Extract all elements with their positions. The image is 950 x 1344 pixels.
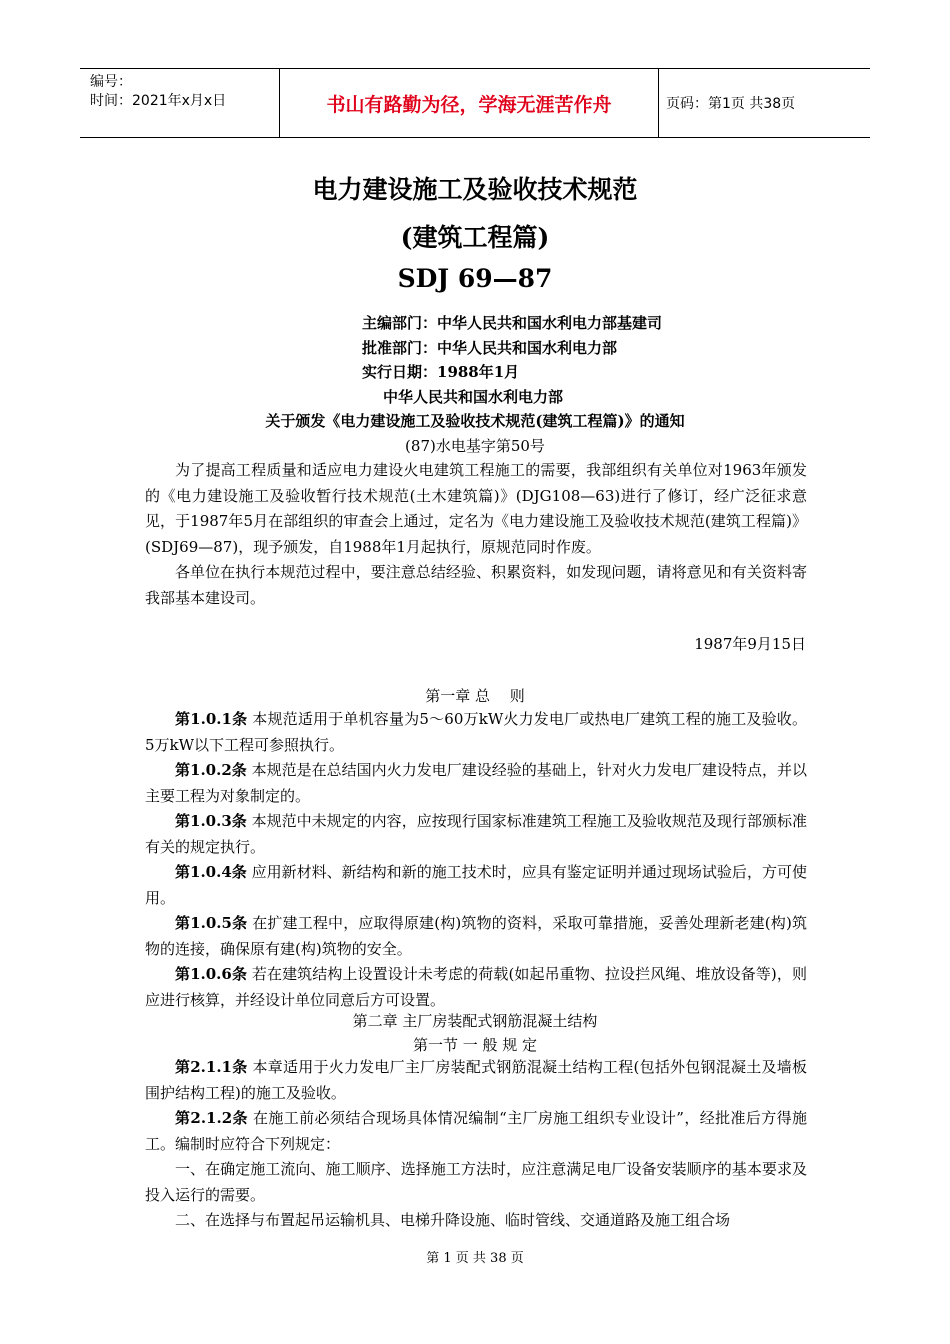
article-number: 第1.0.2条 [175,761,247,779]
section-heading: 第一节 一 般 规 定 [412,1036,538,1054]
article-number: 第1.0.6条 [175,965,248,983]
article [145,860,807,911]
article [145,1106,807,1157]
header-motto: 书山有路勤为径，学海无涯苦作舟 [280,69,659,137]
article-text: 应用新材料、新结构和新的施工技术时，应具有鉴定证明并通过现场试验后，方可使用。 [145,863,807,907]
article [145,758,807,809]
list-item: 二、在选择与布置起吊运输机具、电梯升降设施、临时管线、交通道路及施工组合场 [175,1211,731,1229]
chapter1-body [145,707,807,1013]
header-info-cell [80,69,280,137]
effective-date: 实行日期：1988年1月 [362,363,520,381]
list-item: 一、在确定施工流向、施工顺序、选择施工方法时，应注意满足电厂设备安装顺序的基本要求及投入运行的需要。 [145,1160,807,1204]
article-text: 在扩建工程中，应取得原建(构)筑物的资料，采取可靠措施，妥善处理新老建(构)筑物的连接，确保原有建(构)筑物的安全。 [145,914,807,958]
header-page-label: 页码：第1页 共38页 [666,96,796,112]
article [145,962,807,1013]
chapter-heading: 第一章 总 则 [425,687,525,705]
approver-department: 批准部门：中华人民共和国水利电力部 [362,339,618,357]
notice-paragraph: 为了提高工程质量和适应电力建设火电建筑工程施工的需要，我部组织有关单位对1963年颁发的《电力建设施工及验收暂行技术规范(土木建筑篇)》(DJG108—63)进行了修订，经广泛征求意见，于1987年5月在部组织的审查会上通过，定名为《电力建设施工及验收技术规范(建筑工程篇)》(SDJ69—87)，现予颁发，自1988年1月起执行，原规范同时作废。 [145,461,807,556]
article-text: 在施工前必须结合现场具体情况编制“主厂房施工组织专业设计”，经批准后方得施工。编制时应符合下列规定： [145,1109,807,1153]
notice-body [145,458,807,611]
article [145,1055,807,1106]
notice-title: 关于颁发《电力建设施工及验收技术规范(建筑工程篇)》的通知 [265,412,685,430]
chapter2-body [145,1055,807,1234]
page-header [80,68,870,138]
article [145,707,807,758]
article-text: 本规范中未规定的内容，应按现行国家标准建筑工程施工及验收规范及现行部颁标准有关的规定执行。 [145,812,807,856]
document-code: SDJ 69—87 [397,264,553,293]
article-number: 第1.0.1条 [175,710,248,728]
article [145,809,807,860]
article-text: 若在建筑结构上设置设计未考虑的荷载(如起吊重物、拉设拦风绳、堆放设备等)，则应进行核算，并经设计单位同意后方可设置。 [145,965,807,1009]
notice-doc-number: (87)水电基字第50号 [405,437,545,455]
article-number: 第1.0.5条 [175,914,248,932]
page-footer: 第 1 页 共 38 页 [426,1251,524,1266]
article-number: 第2.1.1条 [175,1058,248,1076]
notice-date: 1987年9月15日 [694,635,806,653]
article-number: 第1.0.3条 [175,812,247,830]
notice-paragraph: 各单位在执行本规范过程中，要注意总结经验、积累资料，如发现问题，请将意见和有关资料寄我部基本建设司。 [145,563,807,607]
document-title: 电力建设施工及验收技术规范 [312,175,638,204]
article-text: 本章适用于火力发电厂主厂房装配式钢筋混凝土结构工程(包括外包钢混凝土及墙板围护结构工程)的施工及验收。 [145,1058,807,1102]
article-number: 第1.0.4条 [175,863,247,881]
document-subtitle: (建筑工程篇) [400,223,550,252]
article [145,911,807,962]
editor-department: 主编部门：中华人民共和国水利电力部基建司 [362,314,663,332]
article-text: 本规范是在总结国内火力发电厂建设经验的基础上，针对火力发电厂建设特点，并以主要工程为对象制定的。 [145,761,807,805]
notice-issuer: 中华人民共和国水利电力部 [382,388,563,406]
article-number: 第2.1.2条 [175,1109,248,1127]
number-label: 编号： [90,74,132,90]
article-text: 本规范适用于单机容量为5～60万kW火力发电厂或热电厂建筑工程的施工及验收。5万kW以下工程可参照执行。 [145,710,807,754]
chapter-heading: 第二章 主厂房装配式钢筋混凝土结构 [352,1012,598,1030]
time-label: 时间：2021年x月x日 [90,93,227,109]
